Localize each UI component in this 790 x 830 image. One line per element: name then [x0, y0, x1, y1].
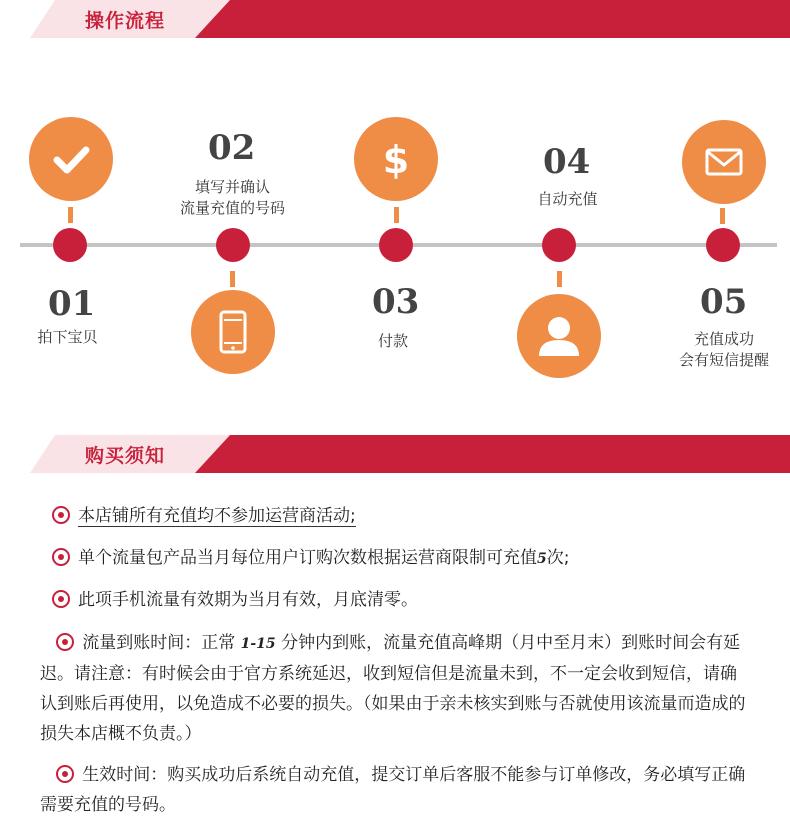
step1-stem: [68, 207, 73, 223]
step4-label: 自动充值: [537, 190, 598, 208]
step1-circle: [29, 117, 113, 201]
process-title: 操作流程: [85, 10, 166, 32]
dollar-icon: [354, 117, 438, 201]
step1-dot: [53, 228, 87, 262]
notice-1: [52, 501, 772, 531]
notice-4-text-c: 分钟内到账，流量充值高峰期（月中至月末）到账时间会有延迟。请注意：有时候会由于官方系统延迟，收到短信但是流量未到，不一定会收到短信，请确认到账后再使用，以免造成不必要的损失。（如果由于亲未核实到账与否就使用该流量而造成的损失本店概不负责。）: [40, 633, 746, 744]
step5-label-line2: 会有短信提醒: [678, 351, 769, 369]
svg-text:$: $: [382, 138, 410, 182]
bullet-icon: [52, 548, 70, 566]
step2-label: [160, 177, 305, 219]
step2-number: 02: [208, 128, 256, 168]
notice-1-text: 本店铺所有充值均不参加运营商活动;: [78, 506, 356, 526]
step2-label-line1: 填写并确认: [194, 178, 270, 196]
notice-4: [40, 628, 752, 749]
bullet-icon: [56, 765, 74, 783]
notice-4-range: 1-15: [240, 636, 276, 652]
user-icon: [517, 294, 601, 378]
step4-dot: [542, 228, 576, 262]
step4-circle: [517, 294, 601, 378]
notice-2: [52, 543, 772, 574]
step3-number: 03: [372, 282, 420, 322]
envelope-icon: [682, 120, 766, 204]
notice-2-suffix: 次;: [546, 548, 570, 568]
step1-number: 01: [48, 284, 96, 324]
step2-dot: [216, 228, 250, 262]
notice-title: 购买须知: [85, 445, 166, 467]
bullet-icon: [52, 506, 70, 524]
step2-circle: [191, 290, 275, 374]
step5-number: 05: [700, 282, 748, 322]
step3-label: 付款: [377, 332, 408, 350]
step2-stem: [230, 271, 235, 287]
step2-label-line2: 流量充值的号码: [179, 199, 285, 217]
checkmark-icon: [29, 117, 113, 201]
step3-stem: [394, 207, 399, 223]
notice-3: [52, 585, 772, 615]
bullet-icon: [56, 633, 74, 651]
process-banner: [0, 0, 790, 38]
notice-3-text: 此项手机流量有效期为当月有效，月底清零。: [78, 590, 418, 610]
step5-circle: [682, 120, 766, 204]
bullet-icon: [52, 590, 70, 608]
step5-label: [660, 329, 788, 371]
step4-number: 04: [543, 142, 591, 182]
step5-stem: [720, 208, 725, 224]
step3-circle: [354, 117, 438, 201]
notice-5-text: 生效时间：购买成功后系统自动充值，提交订单后客服不能参与订单修改，务必填写正确需要充值的号码。: [40, 765, 746, 815]
step5-dot: [706, 228, 740, 262]
step4-stem: [557, 271, 562, 287]
notice-5: [40, 760, 752, 820]
step5-label-line1: 充值成功: [693, 330, 754, 348]
notice-4-text-a: 流量到账时间：正常: [82, 633, 241, 653]
notice-2-count: 5: [537, 551, 547, 567]
notice-2-text: 单个流量包产品当月每位用户订购次数根据运营商限制可充值: [78, 548, 537, 568]
notice-banner: [0, 435, 790, 473]
phone-icon: [191, 290, 275, 374]
step1-label: 拍下宝贝: [37, 328, 98, 346]
step3-dot: [379, 228, 413, 262]
